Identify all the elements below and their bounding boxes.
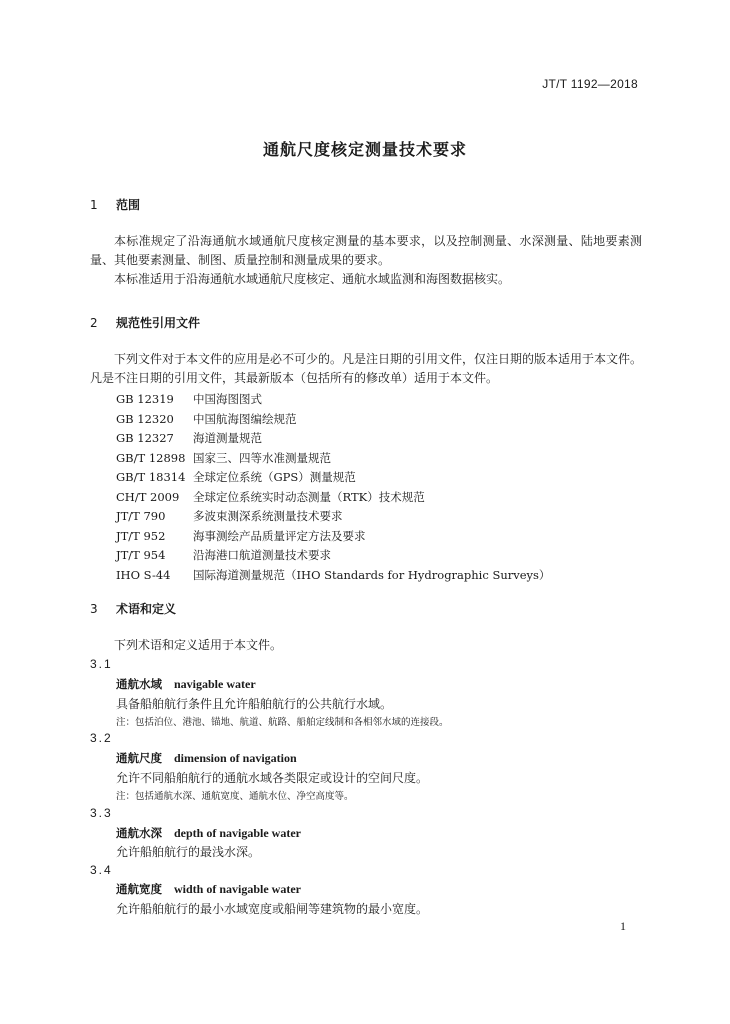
section-2-heading [90,314,200,331]
term-number: 3.3 [90,806,113,820]
reference-code: JT/T 952 [116,528,166,543]
reference-code: GB 12327 [116,431,174,445]
term-heading [116,750,297,766]
reference-title: 沿海港口航道测量技术要求 [193,548,331,562]
term-number: 3.2 [90,731,113,745]
reference-item [116,527,550,547]
section-3-intro: 下列术语和定义适用于本文件。 [114,638,283,652]
document-title: 通航尺度核定测量技术要求 [262,140,467,159]
reference-code: CH/T 2009 [116,489,180,504]
section-title: 术语和定义 [116,602,177,616]
reference-item [116,449,550,469]
reference-code: IHO S-44 [116,567,171,582]
document-code: JT/T 1192—2018 [542,77,638,91]
reference-title: 全球定位系统实时动态测量（RTK）技术规范 [193,489,425,504]
reference-code: GB/T 18314 [116,470,186,484]
term-zh: 通航水域 [116,677,162,691]
section-2-paragraph-1: 下列文件对于本文件的应用是必不可少的。凡是注日期的引用文件，仅注日期的版本适用于本文件。凡是不注日期的引用文件，其最新版本（包括所有的修改单）适用于本文件。 [90,352,643,385]
reference-title: 中国海图图式 [193,392,262,406]
reference-title: 海事测绘产品质量评定方法及要求 [193,528,366,543]
section-title: 规范性引用文件 [116,316,201,330]
term-note: 注：包括泊位、港池、锚地、航道、航路、船舶定线制和各相邻水域的连接段。 [116,717,449,728]
reference-title: 中国航海图编绘规范 [193,411,297,426]
term-en: navigable water [174,677,256,691]
reference-item [116,410,550,430]
reference-item [116,507,550,527]
term-heading [116,676,256,692]
term-number: 3.1 [90,657,113,671]
term-zh: 通航水深 [116,826,162,840]
term-heading [116,881,301,897]
reference-code: GB 12320 [116,411,174,426]
term-definition: 允许不同船舶航行的通航水域各类限定或设计的空间尺度。 [116,771,429,785]
reference-item [116,468,550,488]
reference-title: 国家三、四等水准测量规范 [193,450,331,465]
reference-title: 国际海道测量规范（IHO Standards for Hydrographic Surveys） [193,567,551,582]
term-zh: 通航宽度 [116,882,162,896]
reference-title: 海道测量规范 [193,431,262,445]
term-definition: 允许船舶航行的最浅水深。 [116,845,261,859]
reference-title: 多波束测深系统测量技术要求 [193,509,343,523]
reference-item [116,429,550,449]
reference-item [116,546,550,566]
normative-reference-list [116,390,550,585]
section-number: 2 [90,316,98,330]
term-en: width of navigable water [174,882,301,896]
section-1-heading [90,196,140,213]
term-number: 3.4 [90,863,113,877]
reference-code: JT/T 790 [116,509,166,523]
reference-code: GB/T 12898 [116,450,186,465]
section-title: 范围 [116,198,141,212]
term-note: 注：包括通航水深、通航宽度、通航水位、净空高度等。 [116,791,354,802]
reference-item [116,488,550,508]
reference-item [116,566,550,586]
term-definition: 允许船舶航行的最小水域宽度或船闸等建筑物的最小宽度。 [116,902,429,916]
term-en: depth of navigable water [174,826,301,840]
section-number: 1 [90,198,98,212]
section-1-paragraph-1: 本标准规定了沿海通航水域通航尺度核定测量的基本要求，以及控制测量、水深测量、陆地要素测量、其他要素测量、制图、质量控制和测量成果的要求。 [90,234,642,267]
reference-item [116,390,550,410]
term-zh: 通航尺度 [116,751,162,765]
reference-code: JT/T 954 [116,548,166,562]
page-number: 1 [620,919,626,933]
section-3-heading [90,600,176,617]
term-heading [116,825,301,841]
reference-title: 全球定位系统（GPS）测量规范 [193,470,356,484]
section-1-paragraph-2: 本标准适用于沿海通航水域通航尺度核定、通航水域监测和海图数据核实。 [114,272,511,286]
reference-code: GB 12319 [116,392,174,406]
term-definition: 具备船舶航行条件且允许船舶航行的公共航行水域。 [116,697,393,711]
section-number: 3 [90,602,98,616]
term-en: dimension of navigation [174,751,297,765]
